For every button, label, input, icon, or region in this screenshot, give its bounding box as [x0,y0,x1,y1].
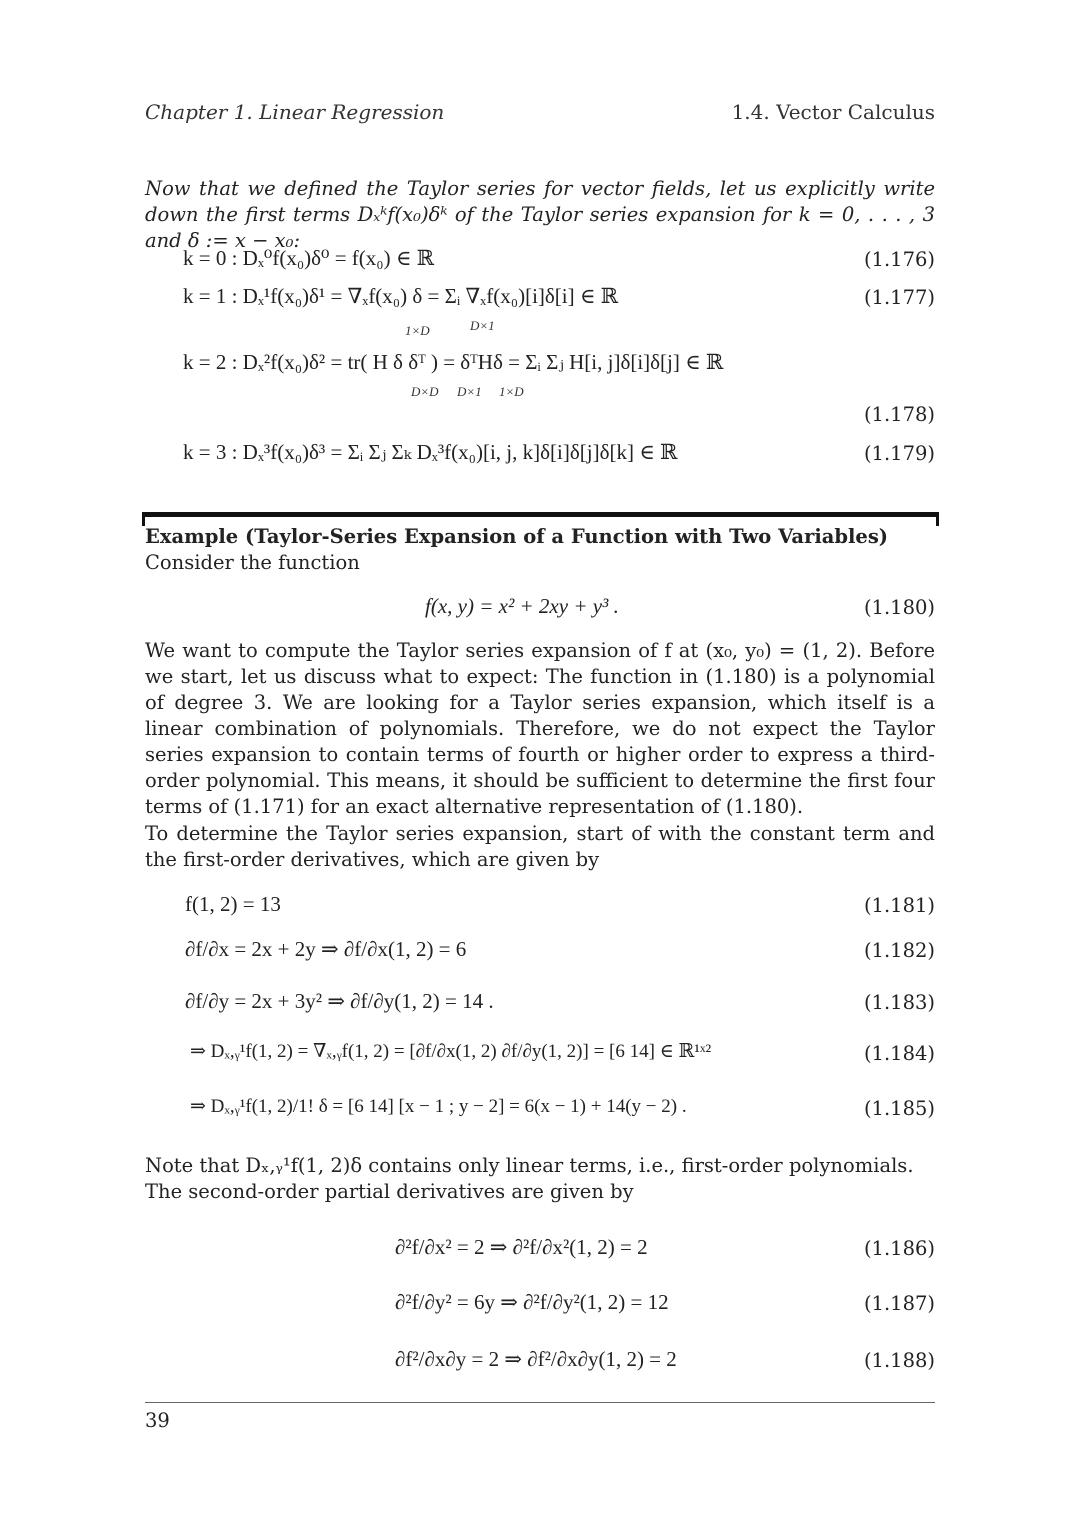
page-number: 39 [145,1409,170,1432]
equation-1-176: k = 0 : Dₓ⁰f(x₀)δ⁰ = f(x₀) ∈ ℝ [183,246,435,270]
equation-1-179: k = 3 : Dₓ³f(x₀)δ³ = Σᵢ Σⱼ Σₖ Dₓ³f(x₀)[i, j, k]δ[i]δ[j]δ[k] ∈ ℝ [183,440,678,464]
equation-1-180: f(x, y) = x² + 2xy + y³ . [425,594,619,618]
underbrace-label: D×D [411,384,439,399]
footer-rule [145,1402,935,1403]
underbrace-label: 1×D [405,323,430,338]
running-header-section: 1.4. Vector Calculus [731,100,935,124]
example-rule-right-tick [936,512,939,526]
example-paragraph-4: The second-order partial derivatives are given by [145,1180,634,1203]
equation-number: (1.182) [863,939,935,962]
equation-1-187: ∂²f/∂y² = 6y ⇒ ∂²f/∂y²(1, 2) = 12 [395,1290,669,1314]
intro-paragraph: Now that we defined the Taylor series for vector fields, let us explicitly write down the first terms Dₓᵏf(x₀)δᵏ of the Taylor series expansion for k = 0, . . . , 3 and δ := x − x₀: [145,177,935,252]
example-top-rule [142,512,939,517]
equation-1-183: ∂f/∂y = 2x + 3y² ⇒ ∂f/∂y(1, 2) = 14 . [185,989,494,1013]
equation-number: (1.176) [863,248,935,271]
equation-number: (1.187) [863,1292,935,1315]
example-paragraph-1: We want to compute the Taylor series expansion of f at (x₀, y₀) = (1, 2). Before we start, let us discuss what to expect: The function in (1.180) is a polynomial of degree 3. We are looking for a Taylor series expansion, which itself is a linear combination of polynomials. Therefore, we do not expect the Taylor series expansion to contain terms of fourth or higher order to express a third-order polynomial. This means, it should be sufficient to determine the first four terms of (1.171) for an exact alternative representation of (1.180). [145,639,935,818]
equation-1-186: ∂²f/∂x² = 2 ⇒ ∂²f/∂x²(1, 2) = 2 [395,1235,648,1259]
example-title: Example (Taylor-Series Expansion of a Function with Two Variables) [145,525,889,548]
underbrace-label: 1×D [499,384,524,399]
equation-number: (1.184) [863,1042,935,1065]
underbrace-label: D×1 [457,384,482,399]
equation-number: (1.186) [863,1237,935,1260]
equation-1-188: ∂f²/∂x∂y = 2 ⇒ ∂f²/∂x∂y(1, 2) = 2 [395,1347,677,1371]
equation-1-185: ⇒ Dₓ,ᵧ¹f(1, 2)/1! δ = [6 14] [x − 1 ; y − 2] = 6(x − 1) + 14(y − 2) . [190,1096,687,1117]
example-intro: Consider the function [145,551,360,574]
equation-1-177: k = 1 : Dₓ¹f(x₀)δ¹ = ∇ₓf(x₀) δ = Σᵢ ∇ₓf(x₀)[i]δ[i] ∈ ℝ [183,284,619,308]
equation-number: (1.178) [863,403,935,426]
underbrace-label: D×1 [470,318,495,333]
running-header-chapter: Chapter 1. Linear Regression [145,100,445,124]
example-paragraph-3: Note that Dₓ,ᵧ¹f(1, 2)δ contains only linear terms, i.e., first-order polynomials. [145,1154,914,1177]
equation-number: (1.188) [863,1349,935,1372]
equation-number: (1.180) [863,596,935,619]
equation-number: (1.185) [863,1097,935,1120]
equation-1-178: k = 2 : Dₓ²f(x₀)δ² = tr( H δ δᵀ ) = δᵀHδ = Σᵢ Σⱼ H[i, j]δ[i]δ[j] ∈ ℝ [183,350,724,374]
equation-1-181: f(1, 2) = 13 [185,892,281,916]
example-paragraph-2: To determine the Taylor series expansion, start of with the constant term and the first-order derivatives, which are given by [145,822,935,871]
equation-number: (1.183) [863,991,935,1014]
equation-number: (1.177) [863,286,935,309]
equation-1-182: ∂f/∂x = 2x + 2y ⇒ ∂f/∂x(1, 2) = 6 [185,937,467,961]
equation-number: (1.181) [863,894,935,917]
equation-number: (1.179) [863,442,935,465]
equation-1-184: ⇒ Dₓ,ᵧ¹f(1, 2) = ∇ₓ,ᵧf(1, 2) = [∂f/∂x(1, 2) ∂f/∂y(1, 2)] = [6 14] ∈ ℝ¹ˣ² [190,1041,712,1062]
